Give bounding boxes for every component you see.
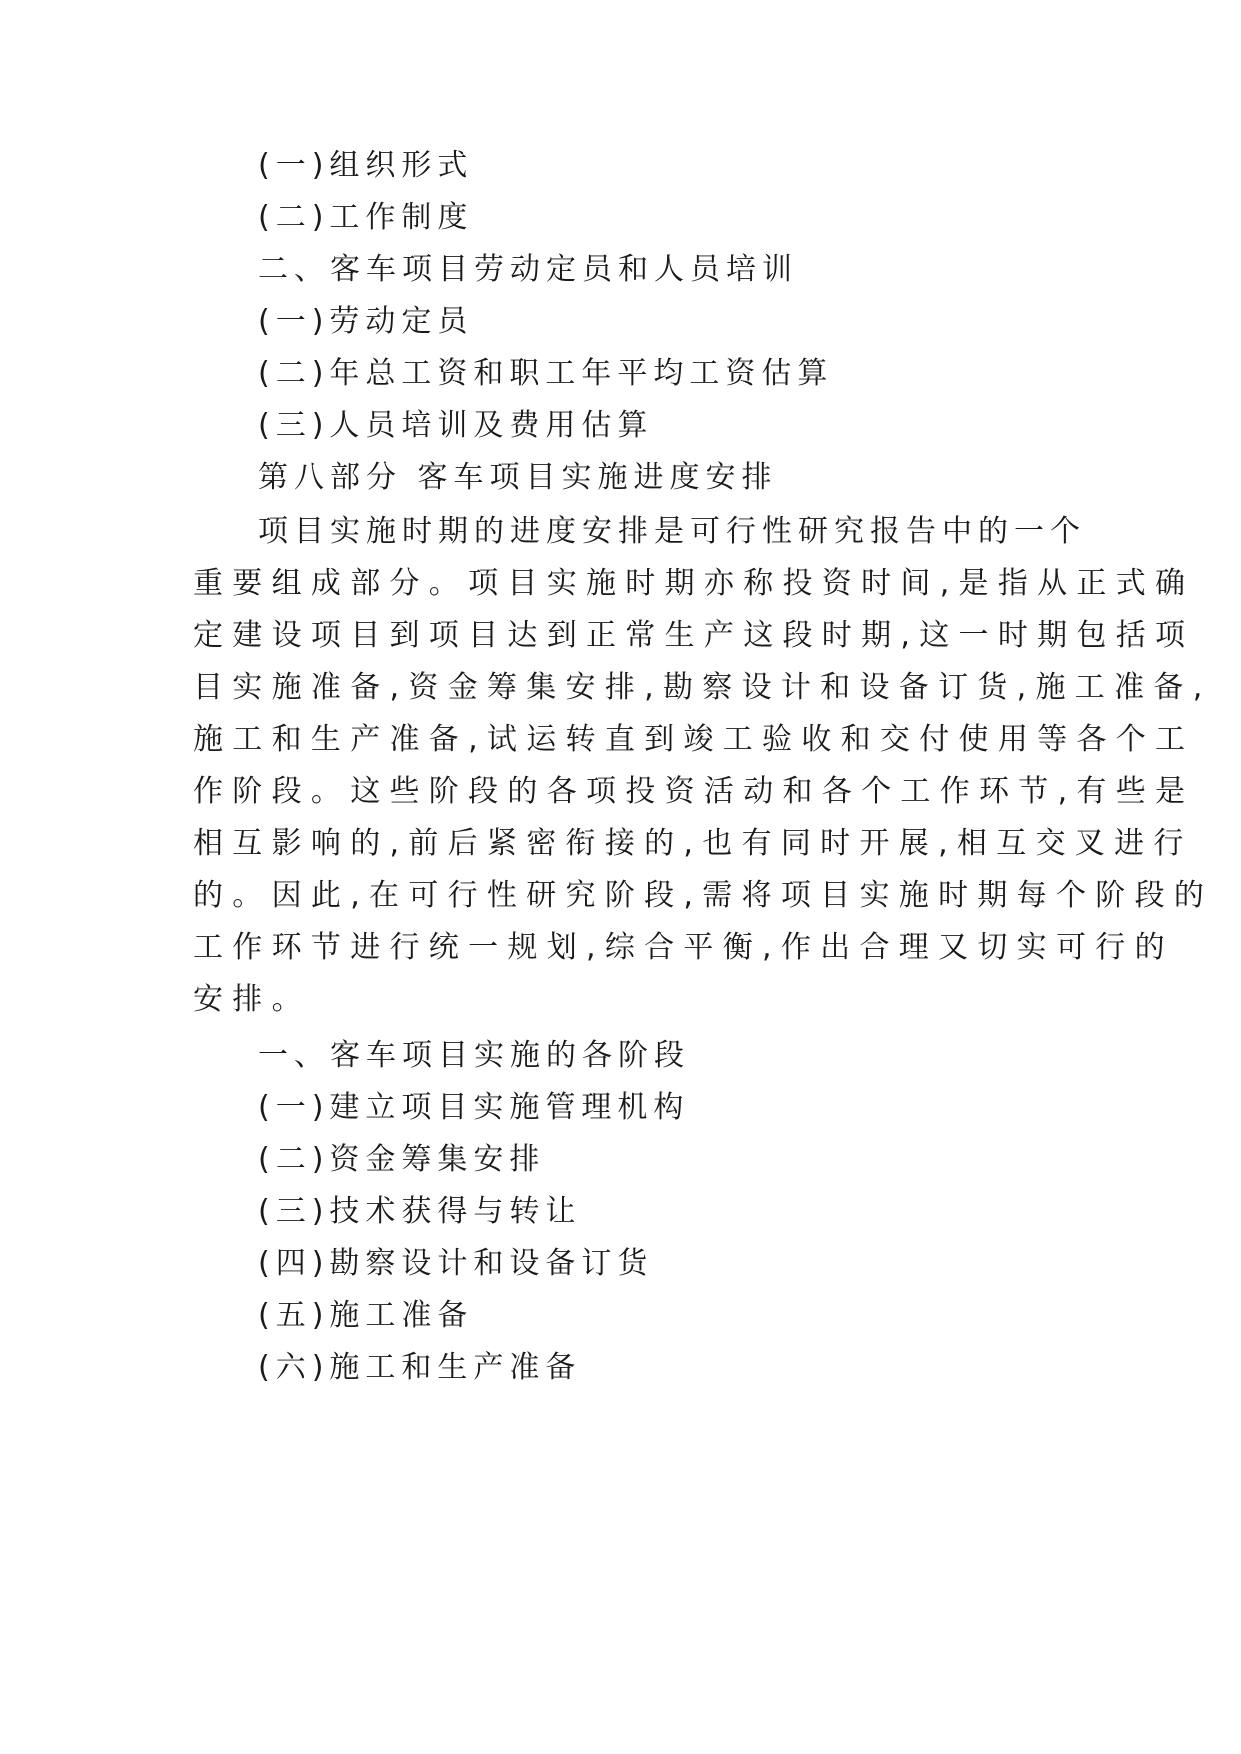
subheading-technology-transfer: (三)技术获得与转让 [258, 1194, 582, 1229]
subheading-work-system: (二)工作制度 [258, 200, 474, 235]
subheading-wage-estimate: (二)年总工资和职工年平均工资估算 [258, 356, 834, 391]
paragraph-line: 项目实施时期的进度安排是可行性研究报告中的一个 [258, 514, 1086, 549]
paragraph-line: 的。因此,在可行性研究阶段,需将项目实施时期每个阶段的 [193, 878, 1214, 913]
subheading-training-cost: (三)人员培训及费用估算 [258, 408, 654, 443]
paragraph-line: 安排。 [193, 982, 311, 1017]
subheading-management-agency: (一)建立项目实施管理机构 [258, 1090, 690, 1125]
section-heading-staffing-training: 二、客车项目劳动定员和人员培训 [258, 252, 798, 287]
subheading-construction-production-prep: (六)施工和生产准备 [258, 1350, 582, 1385]
subheading-fund-raising: (二)资金筹集安排 [258, 1142, 546, 1177]
paragraph-line: 作阶段。这些阶段的各项投资活动和各个工作环节,有些是 [193, 774, 1195, 809]
paragraph-line: 重要组成部分。项目实施时期亦称投资时间,是指从正式确 [193, 566, 1195, 601]
section-heading-implementation-stages: 一、客车项目实施的各阶段 [258, 1038, 690, 1073]
subheading-construction-prep: (五)施工准备 [258, 1298, 474, 1333]
paragraph-line: 工作环节进行统一规划,综合平衡,作出合理又切实可行的 [193, 930, 1174, 965]
paragraph-line: 相互影响的,前后紧密衔接的,也有同时开展,相互交叉进行 [193, 826, 1193, 861]
subheading-survey-design: (四)勘察设计和设备订货 [258, 1246, 654, 1281]
paragraph-line: 目实施准备,资金筹集安排,勘察设计和设备订货,施工准备, [193, 670, 1212, 705]
subheading-labor-staffing: (一)劳动定员 [258, 304, 474, 339]
subheading-organization-form: (一)组织形式 [258, 148, 474, 183]
paragraph-line: 施工和生产准备,试运转直到竣工验收和交付使用等各个工 [193, 722, 1195, 757]
paragraph-line: 定建设项目到项目达到正常生产这段时期,这一时期包括项 [193, 618, 1195, 653]
part-heading-schedule: 第八部分 客车项目实施进度安排 [258, 460, 778, 495]
